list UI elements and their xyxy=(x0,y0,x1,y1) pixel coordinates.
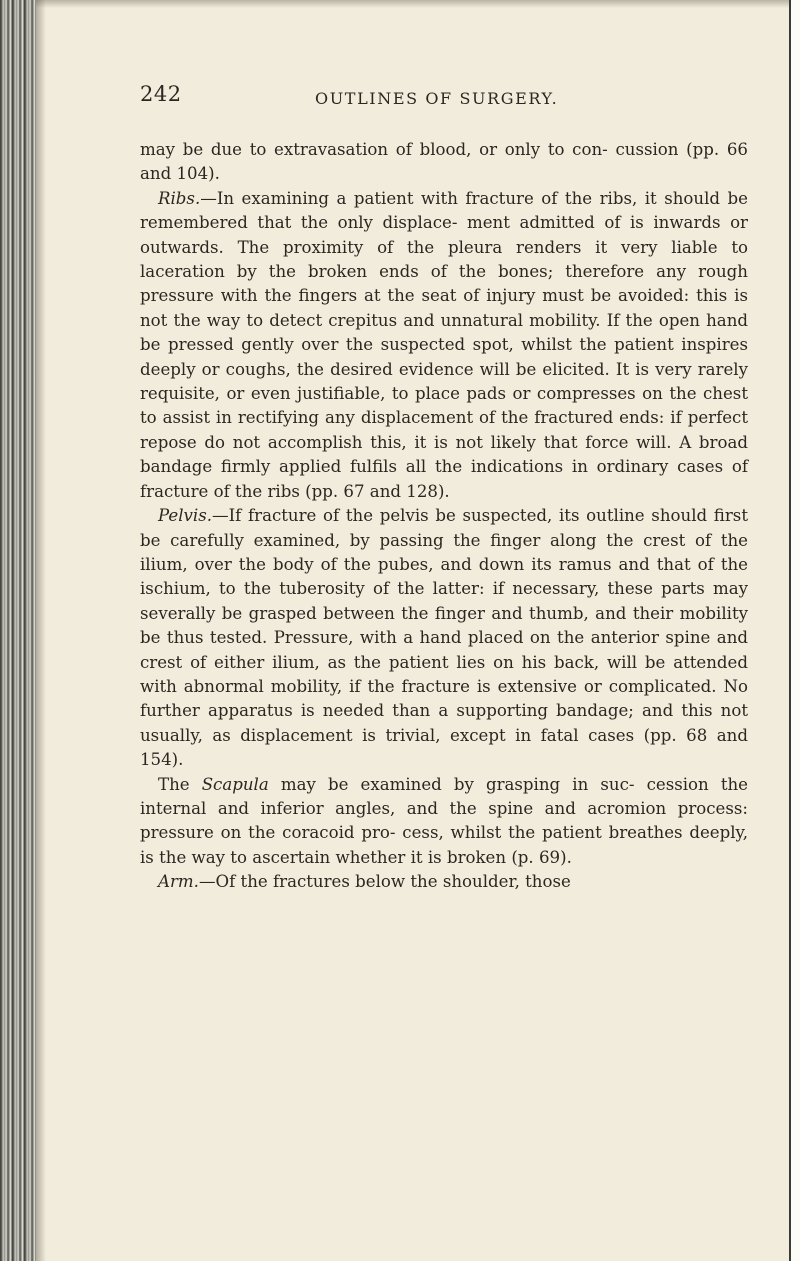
paragraph-prefix: The xyxy=(158,774,202,794)
section-lead-pelvis: Pelvis. xyxy=(158,506,213,526)
running-head: OUTLINES OF SURGERY. xyxy=(315,89,559,108)
paragraph-scapula xyxy=(140,773,748,871)
paragraph-text: —If fracture of the pelvis be suspected, its outline should first be carefully examined, by passing the finger along the crest of the ilium, over the body of the pubes, and down its ramus and that of the ischium, to the tuberosity of the latter: if necessary, these parts may severally be grasped between the finger and thumb, and their mobility be thus tested. Pressure, with a hand placed on the anterior spine and crest of either ilium, as the patient lies on his back, will be attended with abnormal mobility, if the fracture is extensive or complicated. No further apparatus is needed than a supporting bandage; and this not usually, as displacement is trivial, except in fatal cases (pp. 68 and 154). xyxy=(140,506,748,770)
book-page xyxy=(140,82,748,895)
paragraph-pelvis xyxy=(140,504,748,772)
section-lead-scapula: Scapula xyxy=(201,774,269,794)
section-lead-ribs: Ribs. xyxy=(158,188,201,208)
paragraph-ribs xyxy=(140,187,748,504)
body-text xyxy=(140,138,748,895)
paragraph-text: may be examined by grasping in suc- cession the internal and inferior angles, and the spine and acromion process: pressure on the coracoid pro- cess, whilst the patient breathes deeply, is the way to ascertain whether it is broken (p. 69). xyxy=(140,774,748,867)
paragraph-continuation xyxy=(140,138,748,187)
section-lead-arm: Arm. xyxy=(158,872,199,892)
page-edge-line xyxy=(789,0,791,1261)
top-edge-shadow xyxy=(36,0,789,8)
book-binding xyxy=(0,0,36,1261)
paragraph-text: —Of the fractures below the shoulder, those xyxy=(198,872,571,892)
page-header xyxy=(140,82,748,138)
gutter-shadow xyxy=(36,0,46,1261)
paragraph-arm xyxy=(140,870,748,894)
paragraph-text: —In examining a patient with fracture of the ribs, it should be remembered that the only displace- ment admitted of is inwards or outwards. The proximity of the pleura renders it very liable to laceration by the broken ends of the bones; therefore any rough pressure with the fingers at the seat of injury must be avoided: this is not the way to detect crepitus and unnatural mobility. If the open hand be pressed gently over the suspected spot, whilst the patient inspires deeply or coughs, the desired evidence will be elicited. It is very rarely requisite, or even justifiable, to place pads or compresses on the chest to assist in rectifying any displacement of the fractured ends: if perfect repose do not accomplish this, it is not likely that force will. A broad bandage firmly applied fulfils all the indications in ordinary cases of fracture of the ribs (pp. 67 and 128). xyxy=(140,188,748,501)
page-number: 242 xyxy=(140,82,182,106)
paragraph-text: may be due to extravasation of blood, or only to con- cussion (pp. 66 and 104). xyxy=(140,140,748,184)
page-margin-right xyxy=(791,0,800,1261)
